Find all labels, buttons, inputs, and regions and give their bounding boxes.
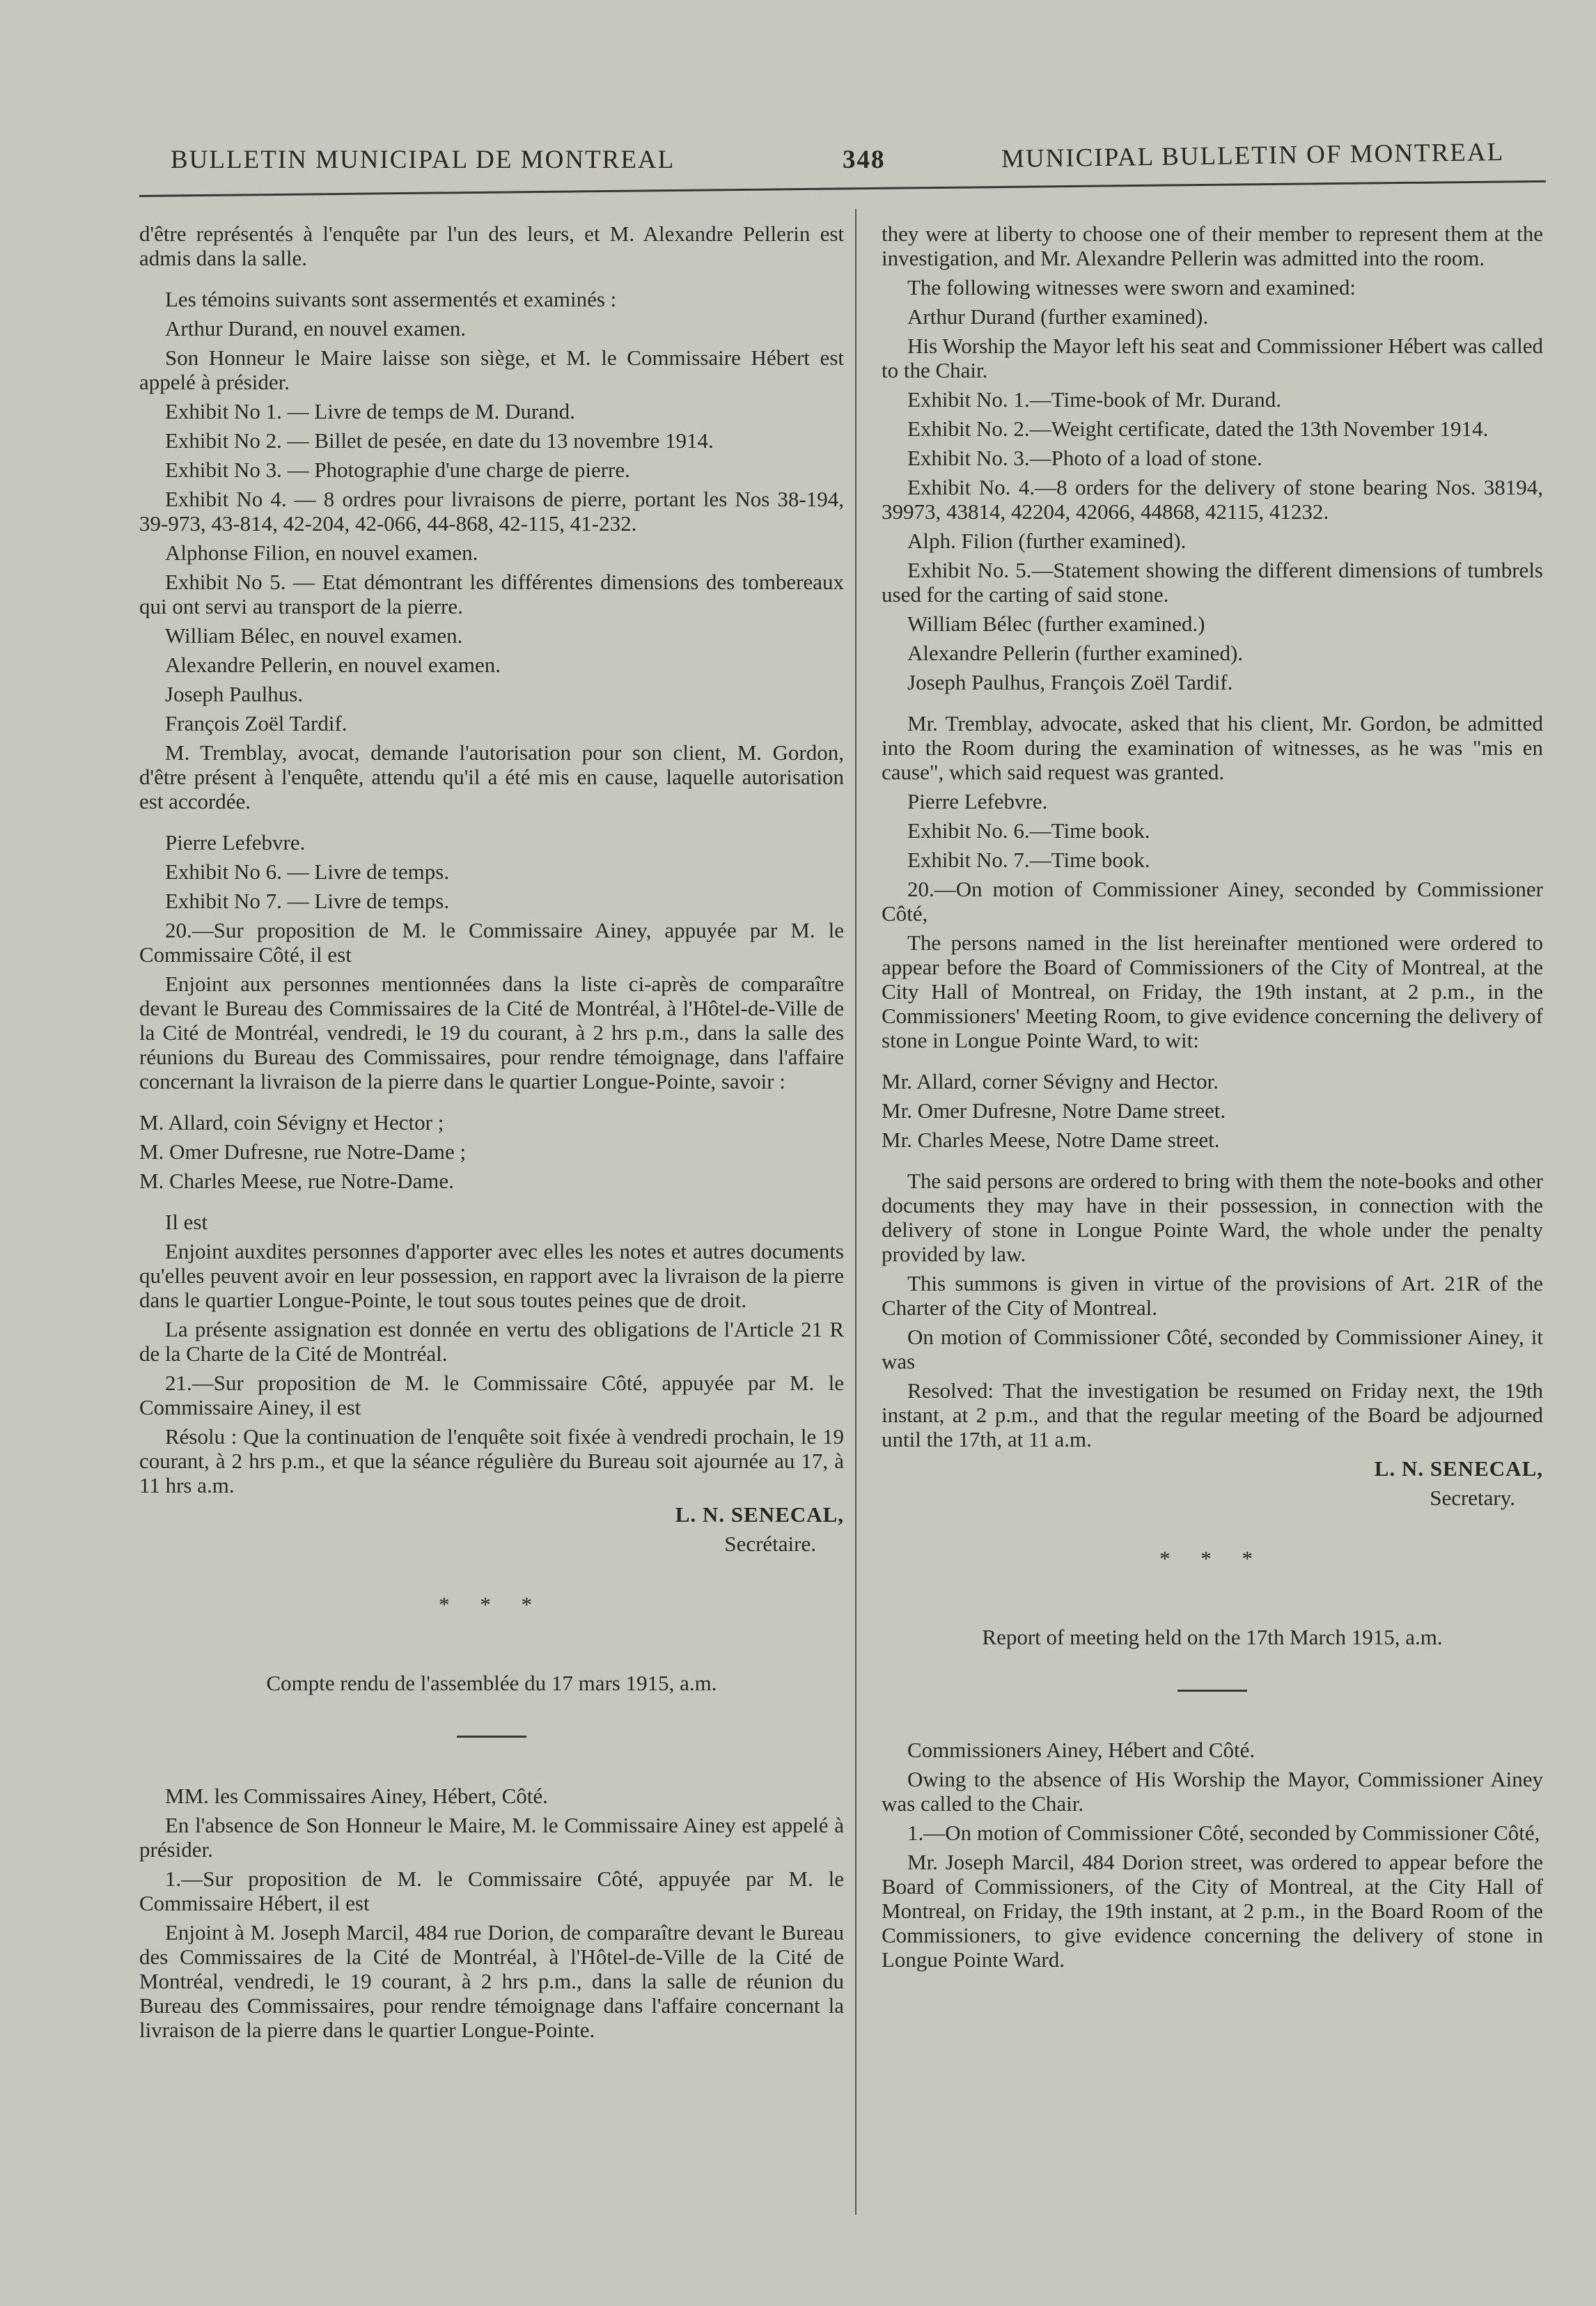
paragraph: This summons is given in virtue of the provisions of Art. 21R of the Charter of the City of Montreal. [882, 1271, 1543, 1320]
paragraph: The persons named in the list hereinafter mentioned were ordered to appear before the Board of Commissioners of the City of Montreal, at the City Hall of Montreal, on Friday, the 19th instant, at 2 p.m., in the Commissioners' Meeting Room, to give evidence concerning the delivery of stone in Longue Pointe Ward, to wit: [882, 930, 1543, 1052]
list-item: Mr. Omer Dufresne, Notre Dame street. [882, 1098, 1226, 1123]
signature-name: L. N. SENECAL, [675, 1502, 844, 1527]
paragraph: Mr. Tremblay, advocate, asked that his client, Mr. Gordon, be admitted into the Room during the examination of witnesses, as he was "mis en cause", which said request was granted. [882, 711, 1543, 784]
exhibit-line: Exhibit No. 4.—8 orders for the delivery of stone bearing Nos. 38194, 39973, 43814, 42204, 42066, 44868, 42115, 41232. [882, 475, 1543, 524]
witness-line: François Zoël Tardif. [165, 711, 347, 735]
paragraph: Arthur Durand, en nouvel examen. [165, 316, 467, 341]
signature-title: Secrétaire. [724, 1532, 816, 1556]
list-item: Mr. Allard, corner Sévigny and Hector. [882, 1069, 1219, 1093]
report-title: Report of meeting held on the 17th March 1915, a.m. [982, 1625, 1443, 1649]
witness-line: William Bélec, en nouvel examen. [165, 623, 463, 648]
witness-line: Alexandre Pellerin (further examined). [907, 641, 1244, 665]
paragraph: The said persons are ordered to bring with them the note-books and other documents they may have in their possession, in connection with the delivery of stone in Longue Pointe Ward, the whole under the penalty provided by law. [882, 1169, 1543, 1266]
exhibit-line: Exhibit No 6. — Livre de temps. [165, 859, 450, 884]
short-rule [457, 1736, 526, 1738]
list-item: M. Allard, coin Sévigny et Hector ; [139, 1110, 444, 1135]
resolution-paragraph: Resolved: That the investigation be resumed on Friday next, the 19th instant, at 2 p.m., and that the regular meeting of the Board be adjourned until the 17th, at 11 a.m. [882, 1378, 1543, 1451]
motion-paragraph: On motion of Commissioner Côté, seconded by Commissioner Ainey, it was [882, 1325, 1543, 1373]
paragraph: they were at liberty to choose one of their member to represent them at the investigation, and Mr. Alexandre Pellerin was admitted into the room. [882, 221, 1543, 270]
witness-line: Pierre Lefebvre. [165, 830, 306, 855]
exhibit-line: Exhibit No 5. — Etat démontrant les différentes dimensions des tombereaux qui ont servi au transport de la pierre. [139, 570, 844, 618]
motion-paragraph: 1.—Sur proposition de M. le Commissaire Côté, appuyée par M. le Commissaire Hébert, il est [139, 1867, 844, 1915]
witness-line: Alexandre Pellerin, en nouvel examen. [165, 653, 501, 677]
header-title-french: BULLETIN MUNICIPAL DE MONTREAL [171, 146, 675, 174]
witness-line: Pierre Lefebvre. [907, 789, 1048, 813]
paragraph: En l'absence de Son Honneur le Maire, M. le Commissaire Ainey est appelé à présider. [139, 1813, 844, 1862]
paragraph: Son Honneur le Maire laisse son siège, et M. le Commissaire Hébert est appelé à présider. [139, 345, 844, 394]
paragraph: M. Tremblay, avocat, demande l'autorisation pour son client, M. Gordon, d'être présent à l'enquête, attendu qu'il a été mis en cause, laquelle autorisation est accordée. [139, 740, 844, 813]
witness-line: Alphonse Filion, en nouvel examen. [165, 540, 478, 565]
exhibit-line: Exhibit No. 5.—Statement showing the different dimensions of tumbrels used for the carting of said stone. [882, 558, 1543, 607]
paragraph: d'être représentés à l'enquête par l'un des leurs, et M. Alexandre Pellerin est admis dans la salle. [139, 221, 844, 270]
column-divider [855, 209, 856, 2215]
exhibit-line: Exhibit No 4. — 8 ordres pour livraisons de pierre, portant les Nos 38-194, 39-973, 43-814, 42-204, 42-066, 44-868, 42-115, 41-232. [139, 487, 844, 536]
exhibit-line: Exhibit No. 2.—Weight certificate, dated the 13th November 1914. [907, 416, 1489, 441]
witness-line: Alph. Filion (further examined). [907, 529, 1187, 553]
exhibit-line: Exhibit No. 7.—Time book. [907, 848, 1150, 872]
section-separator: * * * [1159, 1546, 1265, 1571]
exhibit-line: Exhibit No. 1.—Time-book of Mr. Durand. [907, 387, 1282, 412]
exhibit-line: Exhibit No 1. — Livre de temps de M. Durand. [165, 399, 575, 423]
short-rule [1178, 1690, 1247, 1692]
motion-paragraph: 20.—Sur proposition de M. le Commissaire Ainey, appuyée par M. le Commissaire Côté, il est [139, 918, 844, 967]
list-item: M. Charles Meese, rue Notre-Dame. [139, 1169, 454, 1193]
paragraph: The following witnesses were sworn and examined: [907, 275, 1356, 299]
resolution-paragraph: Résolu : Que la continuation de l'enquête soit fixée à vendredi prochain, le 19 courant, à 2 hrs p.m., et que la séance régulière du Bureau soit ajournée au 17, à 11 hrs a.m. [139, 1424, 844, 1497]
english-column [882, 221, 1543, 1977]
witness-line: William Bélec (further examined.) [907, 611, 1205, 636]
signature-name: L. N. SENECAL, [1374, 1456, 1543, 1481]
header-rule [139, 180, 1546, 197]
paragraph: Enjoint auxdites personnes d'apporter avec elles les notes et autres documents qu'elles peuvent avoir en leur possession, en rapport avec la livraison de la pierre dans le quartier Longue-Pointe, le tout sous toutes peines que de droit. [139, 1239, 844, 1312]
report-title: Compte rendu de l'assemblée du 17 mars 1915, a.m. [266, 1671, 717, 1695]
exhibit-line: Exhibit No. 3.—Photo of a load of stone. [907, 446, 1262, 470]
attendees: Commissioners Ainey, Hébert and Côté. [907, 1738, 1255, 1762]
section-separator: * * * [439, 1592, 545, 1616]
attendees: MM. les Commissaires Ainey, Hébert, Côté. [165, 1784, 548, 1808]
witness-line: Joseph Paulhus. [165, 682, 304, 706]
list-item: Mr. Charles Meese, Notre Dame street. [882, 1128, 1220, 1152]
motion-paragraph: 1.—On motion of Commissioner Côté, seconded by Commissioner Côté, [907, 1821, 1540, 1845]
page-number: 348 [843, 146, 886, 174]
paragraph: Enjoint aux personnes mentionnées dans la liste ci-après de comparaître devant le Bureau des Commissaires de la Cité de Montréal, à l'Hôtel-de-Ville de la Cité de Montréal, vendredi, le 19 du courant, à 2 hrs p.m., dans la salle des réunions du Bureau des Commissaires, pour rendre témoignage, dans l'affaire concernant la livraison de la pierre dans le quartier Longue-Pointe, savoir : [139, 972, 844, 1093]
paragraph: Les témoins suivants sont assermentés et examinés : [165, 287, 617, 311]
french-column [139, 221, 844, 2047]
paragraph: La présente assignation est donnée en vertu des obligations de l'Article 21 R de la Charte de la Cité de Montréal. [139, 1317, 844, 1366]
paragraph: Il est [165, 1210, 208, 1234]
signature-title: Secretary. [1430, 1486, 1515, 1510]
paragraph: Enjoint à M. Joseph Marcil, 484 rue Dorion, de comparaître devant le Bureau des Commissaires de la Cité de Montréal, à l'Hôtel-de-Ville de la Cité de Montréal, vendredi, le 19 courant, à 2 hrs p.m., dans la salle de réunion du Bureau des Commissaires, pour rendre témoignage dans l'affaire concernant la livraison de la pierre dans le quartier Longue-Pointe. [139, 1920, 844, 2042]
list-item: M. Omer Dufresne, rue Notre-Dame ; [139, 1139, 467, 1164]
motion-paragraph: 20.—On motion of Commissioner Ainey, seconded by Commissioner Côté, [882, 877, 1543, 926]
exhibit-line: Exhibit No 2. — Billet de pesée, en date du 13 novembre 1914. [165, 428, 714, 453]
exhibit-line: Exhibit No. 6.—Time book. [907, 818, 1150, 843]
paragraph: His Worship the Mayor left his seat and Commissioner Hébert was called to the Chair. [882, 334, 1543, 382]
motion-paragraph: 21.—Sur proposition de M. le Commissaire Côté, appuyée par M. le Commissaire Ainey, il est [139, 1371, 844, 1419]
header-title-english: MUNICIPAL BULLETIN OF MONTREAL [1001, 137, 1505, 174]
witness-line: Joseph Paulhus, François Zoël Tardif. [907, 670, 1233, 694]
page-header [125, 137, 1532, 178]
exhibit-line: Exhibit No 3. — Photographie d'une charge de pierre. [165, 458, 630, 482]
exhibit-line: Exhibit No 7. — Livre de temps. [165, 889, 450, 913]
witness-line: Arthur Durand (further examined). [907, 304, 1209, 329]
paragraph: Mr. Joseph Marcil, 484 Dorion street, was ordered to appear before the Board of Commissioners, of the City of Montreal, at the City Hall of Montreal, on Friday, the 19th instant, at 2 p.m., in the Board Room of the Commissioners, to give evidence concerning the delivery of stone in Longue Pointe Ward. [882, 1850, 1543, 1972]
paragraph: Owing to the absence of His Worship the Mayor, Commissioner Ainey was called to the Chair. [882, 1767, 1543, 1816]
